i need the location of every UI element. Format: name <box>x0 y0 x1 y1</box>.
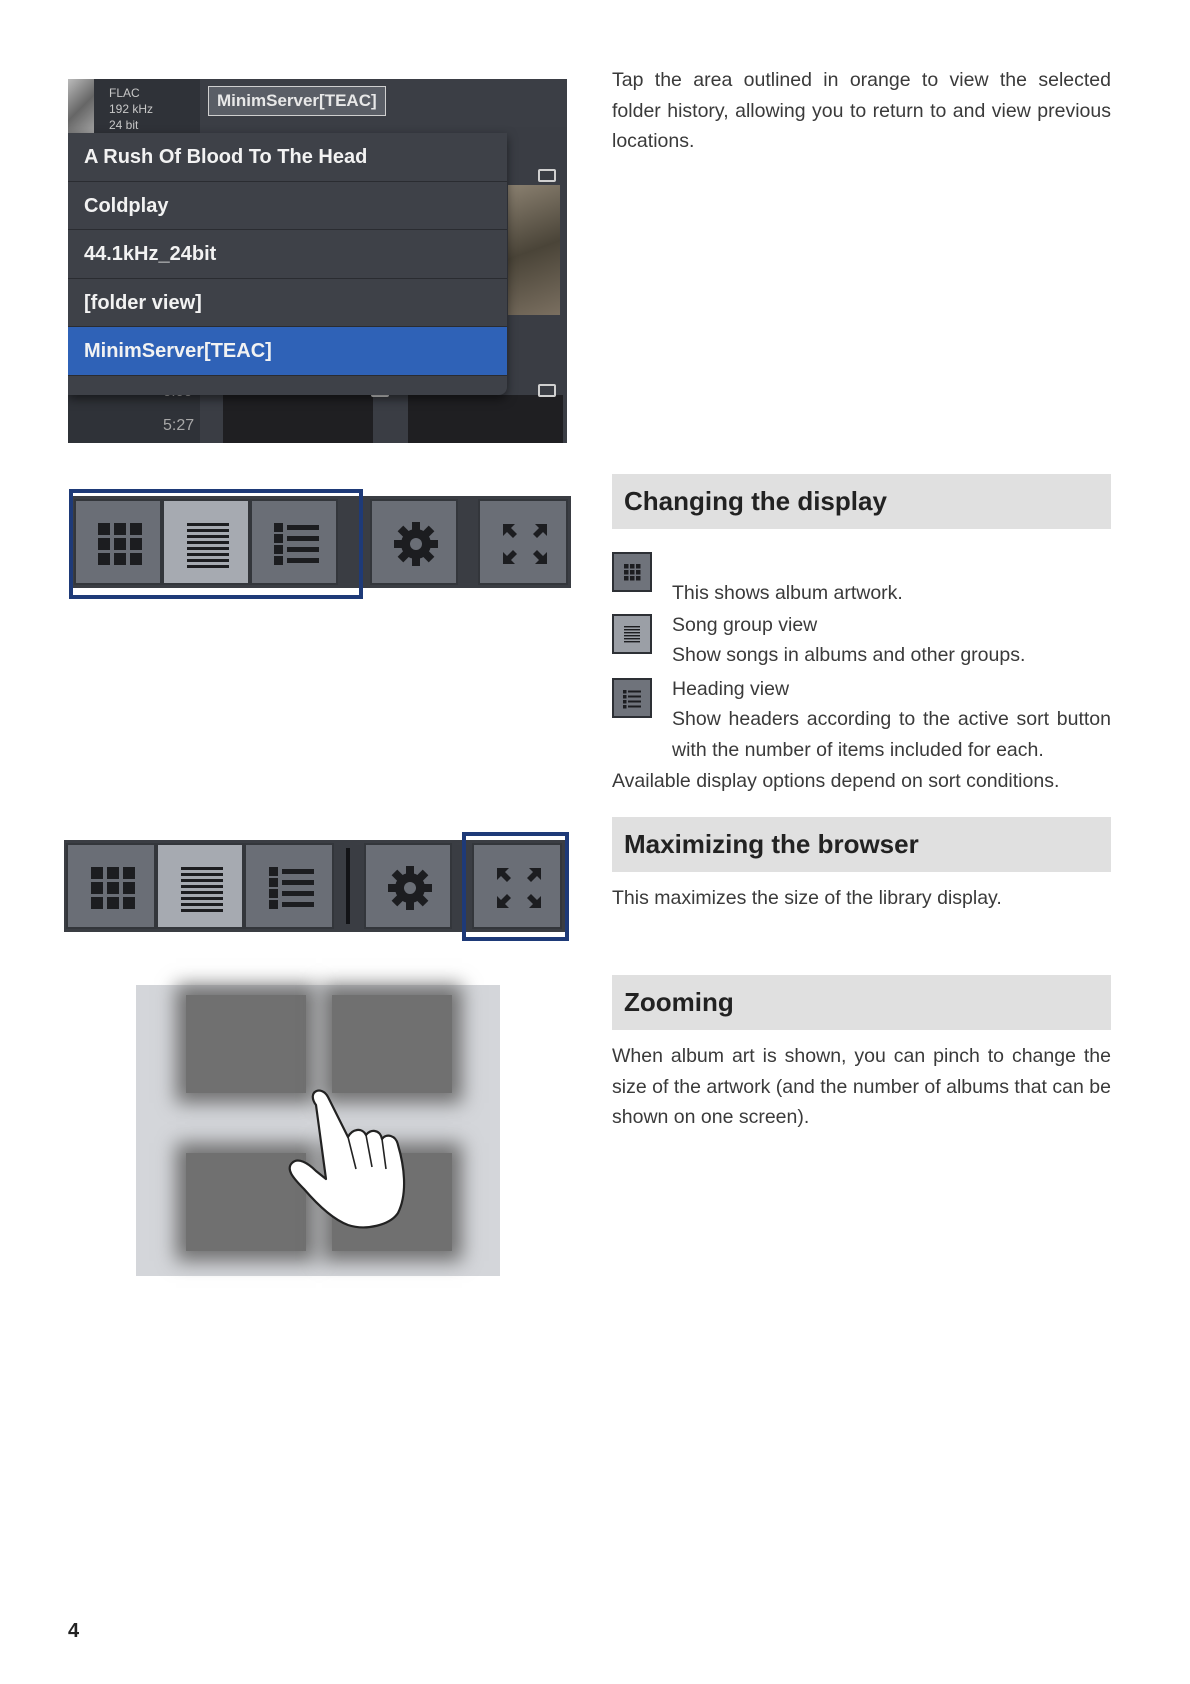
maximizing-heading: Maximizing the browser <box>612 817 1111 872</box>
heading-view-button[interactable] <box>244 843 334 929</box>
menu-item-album[interactable]: A Rush Of Blood To The Head <box>68 133 507 182</box>
zooming-heading: Zooming <box>612 975 1111 1030</box>
format-info <box>109 85 153 133</box>
settings-button[interactable] <box>364 843 452 929</box>
folder-icon <box>538 169 556 182</box>
intro-paragraph: Tap the area outlined in orange to view the selected folder history, allowing you to return to and view previous locations. <box>612 69 1111 152</box>
album-artwork[interactable] <box>408 395 563 443</box>
heading-view-title: Heading view <box>672 678 790 700</box>
album-tile <box>332 995 452 1093</box>
samplerate-label: 192 kHz <box>109 102 154 116</box>
menu-item-folder-view[interactable]: [folder view] <box>68 279 507 328</box>
list-icon <box>246 845 336 931</box>
track-time: 5:27 <box>163 417 195 434</box>
pinch-zoom-illustration <box>136 985 500 1276</box>
album-artwork[interactable] <box>508 185 560 315</box>
album-thumbnail <box>68 79 94 137</box>
pinch-hand-icon <box>286 1085 426 1235</box>
settings-button[interactable] <box>370 499 458 585</box>
folder-history-screenshot <box>68 79 567 443</box>
zooming-text: When album art is shown, you can pinch to change the size of the artwork (and the number of albums that can be shown on one screen). <box>612 1045 1111 1128</box>
maximize-button[interactable] <box>478 499 568 585</box>
maximize-highlight <box>462 832 569 941</box>
folder-history-menu <box>68 133 507 395</box>
expand-icon <box>480 501 570 587</box>
display-options-note: Available display options depend on sort conditions. <box>612 770 1060 792</box>
grid-icon <box>68 845 158 931</box>
display-options-highlight <box>69 489 363 599</box>
song-group-view-desc: Show songs in albums and other groups. <box>672 644 1026 666</box>
song-group-view-icon <box>612 614 652 654</box>
heading-view-desc: Show headers according to the active sort button with the number of items included for each. <box>672 708 1111 761</box>
page-number: 4 <box>68 1620 80 1642</box>
format-label: FLAC <box>109 86 140 100</box>
gear-icon <box>372 501 460 587</box>
artwork-view-button[interactable] <box>66 843 156 929</box>
folder-breadcrumb[interactable]: MinimServer[TEAC] <box>208 86 386 116</box>
bitdepth-label: 24 bit <box>109 118 139 132</box>
song-group-view-title: Song group view <box>672 614 818 636</box>
folder-icon <box>538 384 556 397</box>
menu-item-format[interactable]: 44.1kHz_24bit <box>68 230 507 279</box>
album-artwork[interactable] <box>223 395 373 443</box>
song-group-view-button[interactable] <box>156 843 244 929</box>
album-tile <box>186 995 306 1093</box>
menu-item-server[interactable]: MinimServer[TEAC] <box>68 327 507 376</box>
artwork-view-icon <box>612 552 652 592</box>
lines-icon <box>158 845 246 931</box>
maximizing-text: This maximizes the size of the library display. <box>612 887 1002 909</box>
menu-item-artist[interactable]: Coldplay <box>68 182 507 231</box>
changing-display-heading: Changing the display <box>612 474 1111 529</box>
artwork-view-desc: This shows album artwork. <box>672 582 903 604</box>
gear-icon <box>366 845 454 931</box>
toolbar-divider <box>346 848 350 924</box>
heading-view-icon <box>612 678 652 718</box>
